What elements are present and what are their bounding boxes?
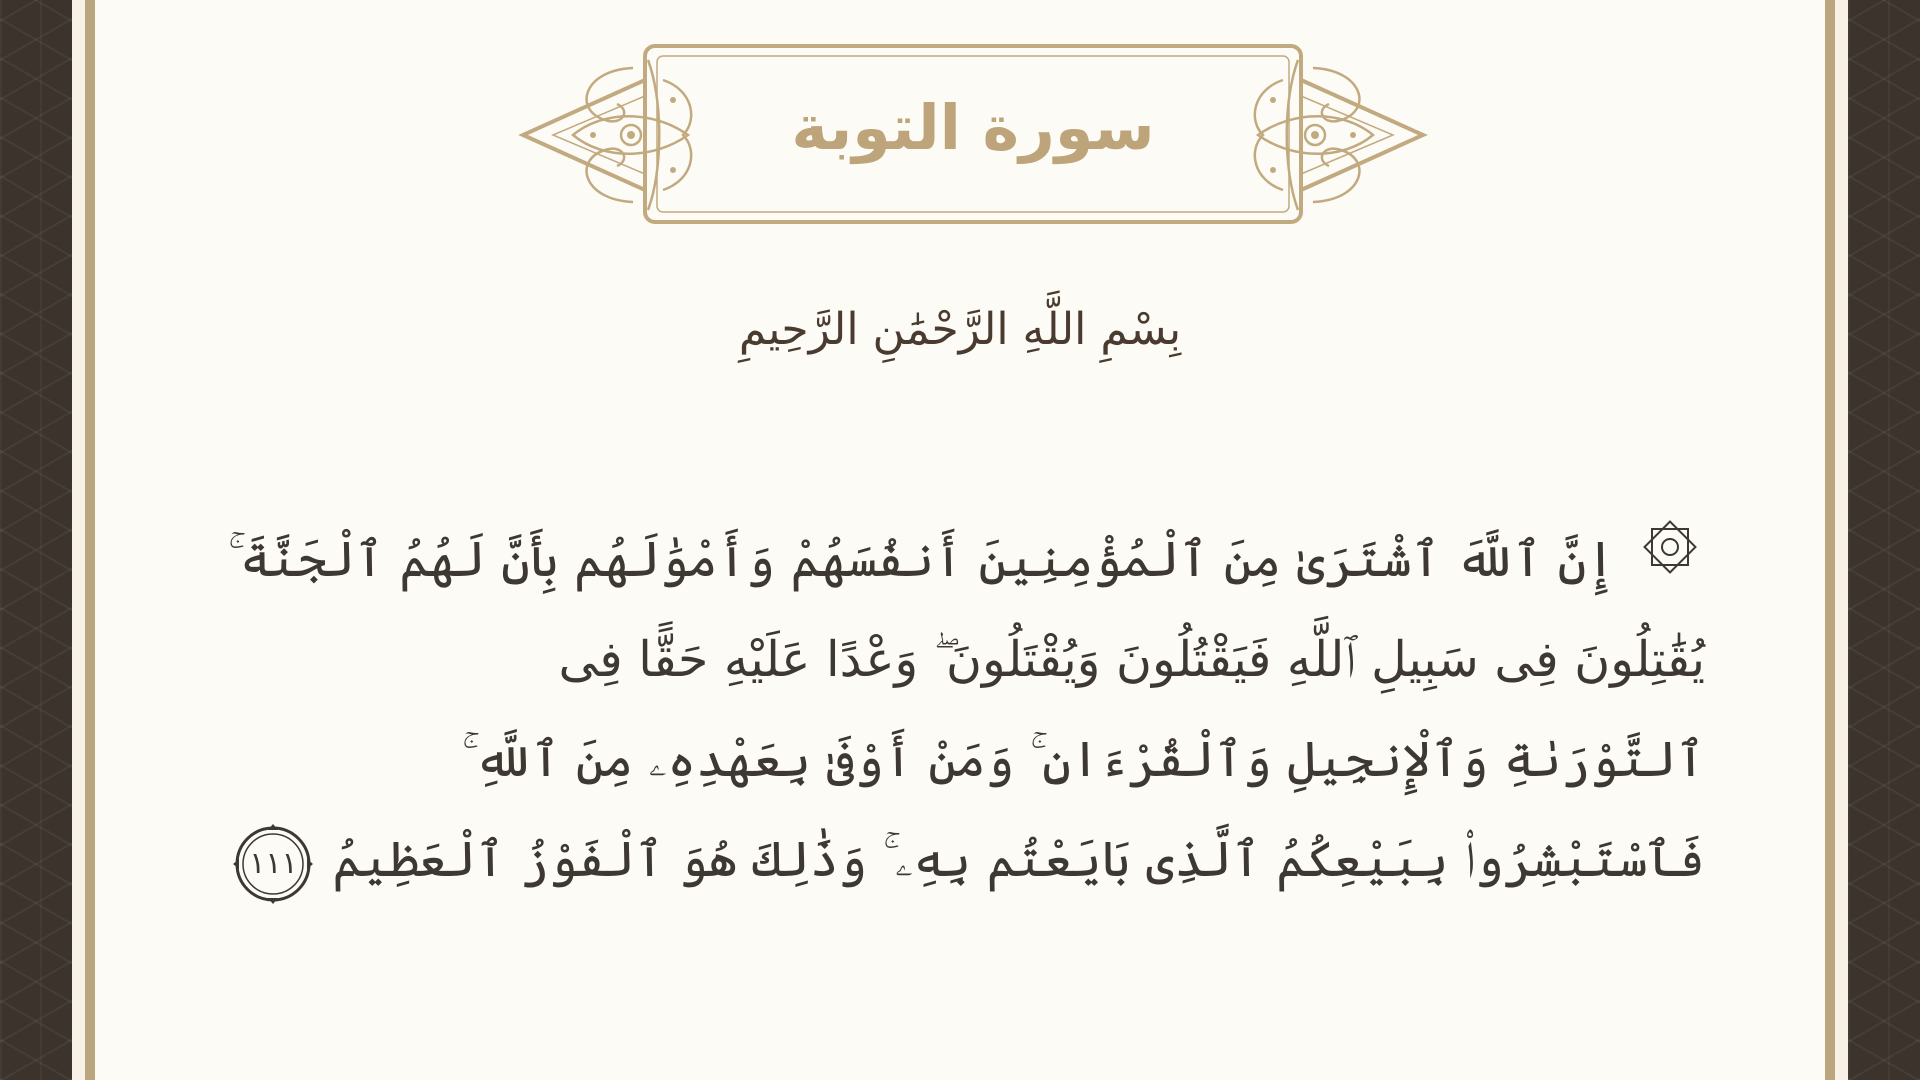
right-pattern-border xyxy=(1848,0,1920,1080)
verse-line-2 xyxy=(255,610,1705,710)
surah-title: سورة التوبة xyxy=(791,91,1155,164)
page-inner xyxy=(85,0,1835,1080)
left-pattern-border xyxy=(0,0,72,1080)
verse-block xyxy=(227,510,1705,910)
verse-line-1-text: إِنَّ ٱللَّهَ ٱشْتَرَىٰ مِنَ ٱلْمُؤْمِنِينَ أَنفُسَهُمْ وَأَمْوَٰلَهُم بِأَنَّ لَهُمُ ٱلْجَنَّةَ ۚ xyxy=(227,531,1615,588)
verse-line-3 xyxy=(255,710,1705,810)
mushaf-page xyxy=(72,0,1848,1080)
verse-line-3-text: ٱلتَّوْرَىٰةِ وَٱلْإِنجِيلِ وَٱلْقُرْءَانِ ۚ وَمَنْ أَوْفَىٰ بِعَهْدِهِۦ مِنَ ٱللَّهِ ۚ xyxy=(461,731,1705,788)
verse-line-2-text: يُقَٰتِلُونَ فِى سَبِيلِ ٱللَّهِ فَيَقْتُلُونَ وَيُقْتَلُونَ ۖ وَعْدًا عَلَيْهِ حَقًّا فِى xyxy=(558,631,1705,688)
verse-line-1 xyxy=(227,510,1705,610)
ayah-end-ornament-icon xyxy=(230,821,316,907)
verse-line-4 xyxy=(249,810,1705,910)
verse-line-4-text: فَٱسْتَبْشِرُوا۟ بِبَيْعِكُمُ ٱلَّذِى بَايَعْتُم بِهِۦ ۚ وَذَٰلِكَ هُوَ ٱلْفَوْزُ ٱلْعَظِيمُ xyxy=(332,831,1705,888)
bismillah: بِسْمِ اللَّهِ الرَّحْمَٰنِ الرَّحِيمِ xyxy=(738,304,1182,355)
ayah-number: ١١١ xyxy=(249,845,298,881)
rub-el-hizb-icon xyxy=(1635,512,1705,616)
surah-title-frame xyxy=(513,40,1433,230)
